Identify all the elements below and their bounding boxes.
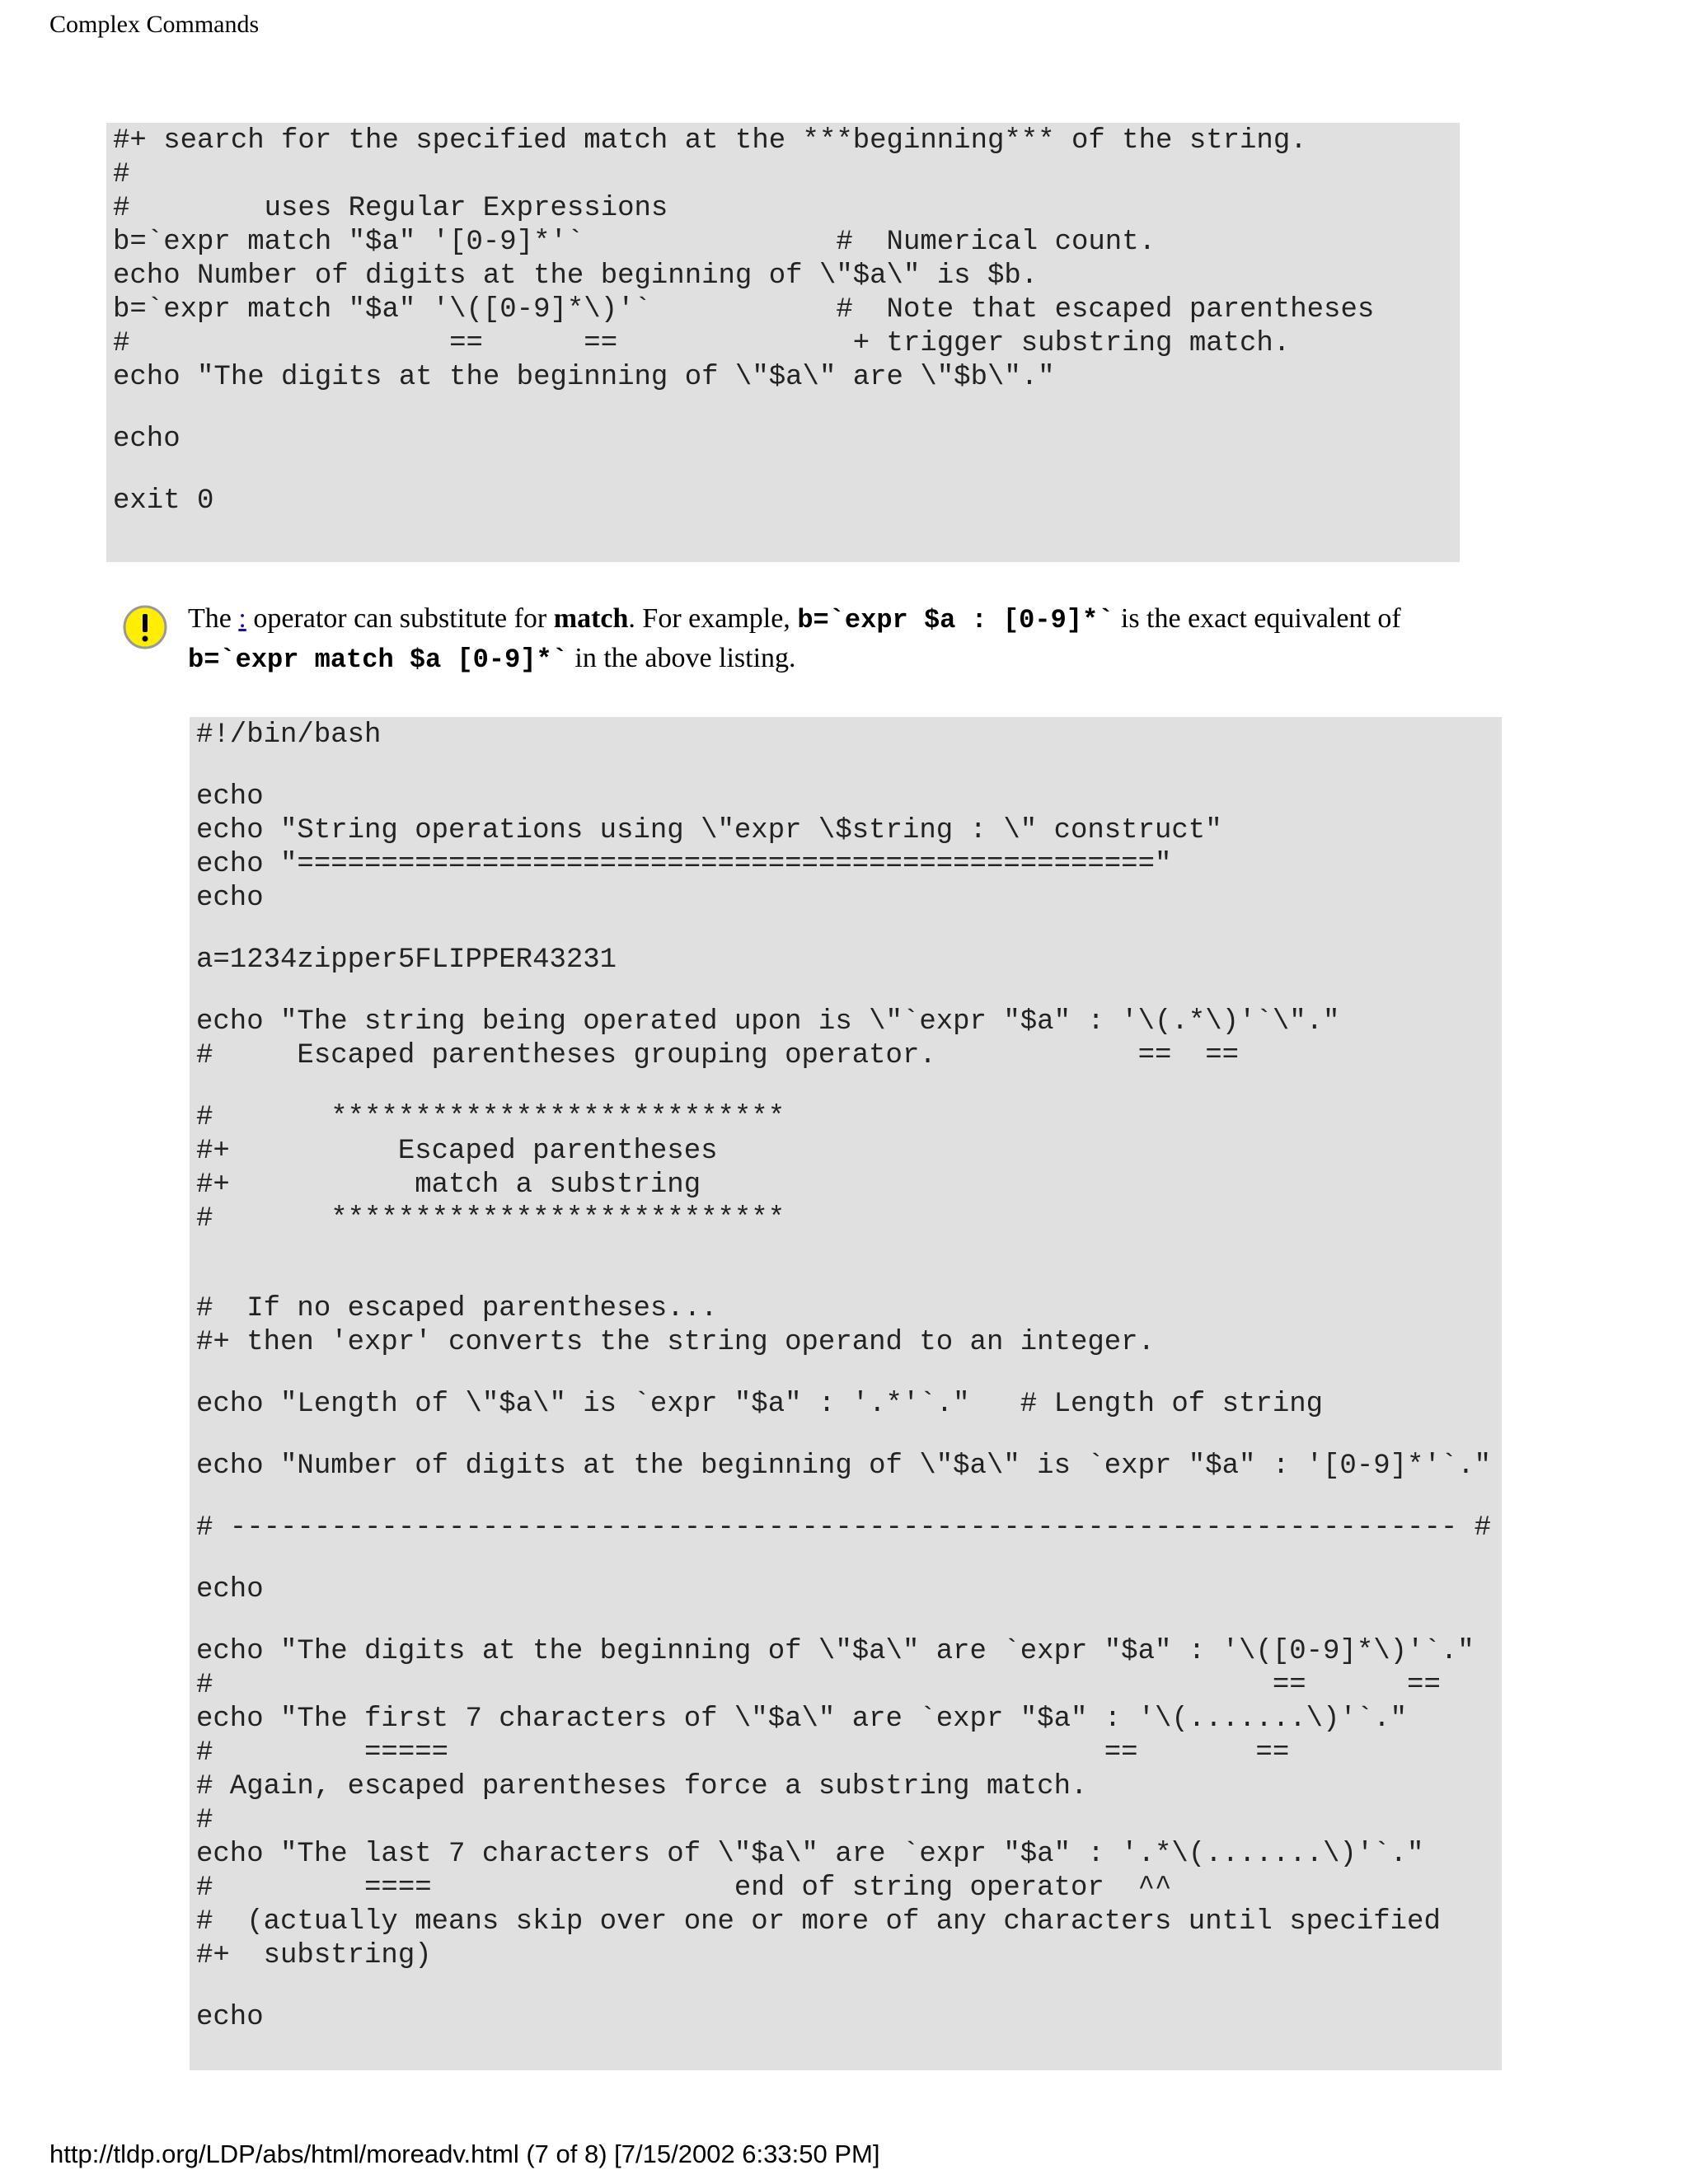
code-line: #+ match a substring (196, 1169, 701, 1201)
code-line: #+ Escaped parentheses (196, 1136, 718, 1167)
code-blank-line (113, 457, 1460, 485)
note-text: The : operator can substitute for match. For example, b=`expr $a : [0-9]*` is the exact equivalent of b=`expr match $a [0-9]*` in the above listing. (188, 603, 1401, 675)
code-line: echo "The string being operated upon is \"`expr "$a" : '\(.*\)'`\"." (196, 1006, 1340, 1038)
code-line: # (113, 159, 130, 190)
code-blank-line (113, 395, 1460, 423)
code-line: echo "The digits at the beginning of \"$a\" are `expr "$a" : '\([0-9]*\)'`." (196, 1636, 1475, 1667)
exclamation-warning-icon (122, 604, 168, 650)
code-blank-line (196, 916, 1502, 944)
code-line: # ------------------------------------------------------------------------- # (196, 1512, 1492, 1544)
inline-code-match-form: b=`expr match $a [0-9]*` (188, 644, 568, 675)
code-line: # *************************** (196, 1203, 785, 1235)
code-line: #+ substring) (196, 1940, 432, 1971)
code-listing-top (106, 123, 1460, 562)
code-line: # == == + trigger substring match. (113, 328, 1291, 359)
page-header: Complex Commands (49, 11, 260, 38)
code-line: # ===== == == (196, 1737, 1290, 1769)
colon-operator-link[interactable]: : (238, 603, 246, 634)
inline-code-colon-form: b=`expr $a : [0-9]*` (797, 605, 1114, 635)
code-blank-line (196, 1264, 1502, 1292)
code-line: echo "The digits at the beginning of \"$a\" are \"$b\"." (113, 362, 1055, 393)
match-keyword: match (553, 603, 629, 634)
code-blank-line (196, 1422, 1502, 1450)
code-line: # uses Regular Expressions (113, 193, 668, 224)
code-line: # (196, 1805, 213, 1836)
code-line: echo "The first 7 characters of \"$a\" are `expr "$a" : '\(.......\)'`." (196, 1704, 1408, 1735)
code-blank-line (196, 1073, 1502, 1101)
code-line: b=`expr match "$a" '[0-9]*'` # Numerical count. (113, 227, 1156, 258)
code-line: echo (196, 883, 264, 914)
code-line: # ==== end of string operator ^^ (196, 1872, 1172, 1904)
code-line: echo "The last 7 characters of \"$a\" are `expr "$a" : '.*\(.......\)'`." (196, 1839, 1424, 1870)
code-line: #+ search for the specified match at the ***beginning*** of the string. (113, 125, 1307, 157)
code-line: #!/bin/bash (196, 719, 382, 751)
page-footer-url: http://tldp.org/LDP/abs/html/moreadv.html (7 of 8) [7/15/2002 6:33:50 PM] (49, 2139, 880, 2168)
code-blank-line (196, 752, 1502, 780)
code-line: # *************************** (196, 1102, 785, 1133)
code-line: exit 0 (113, 485, 214, 517)
code-line: b=`expr match "$a" '\([0-9]*\)'` # Note that escaped parentheses (113, 294, 1375, 326)
code-line: echo "Length of \"$a\" is `expr "$a" : '.*'`." # Length of string (196, 1389, 1324, 1420)
code-line: echo (196, 1574, 264, 1605)
code-line: # If no escaped parentheses... (196, 1293, 718, 1324)
code-line: echo (113, 424, 181, 455)
code-line: #+ then 'expr' converts the string operand to an integer. (196, 1327, 1155, 1358)
code-blank-line (196, 1973, 1502, 2001)
code-blank-line (196, 1607, 1502, 1635)
code-line: echo "String operations using \"expr \$string : \" construct" (196, 815, 1222, 846)
code-line: # == == (196, 1670, 1441, 1701)
code-blank-line (196, 1483, 1502, 1511)
code-line: echo "===================================================" (196, 849, 1172, 880)
code-line: # Again, escaped parentheses force a substring match. (196, 1771, 1088, 1802)
code-blank-line (196, 1360, 1502, 1388)
code-line: echo (196, 781, 264, 813)
code-blank-line (196, 1236, 1502, 1264)
code-blank-line (196, 1545, 1502, 1573)
code-line: a=1234zipper5FLIPPER43231 (196, 944, 617, 976)
code-line: echo (196, 2002, 264, 2033)
code-line: echo Number of digits at the beginning of \"$a\" is $b. (113, 260, 1039, 292)
code-blank-line (196, 977, 1502, 1005)
code-line: # Escaped parentheses grouping operator. == == (196, 1040, 1240, 1071)
code-line: # (actually means skip over one or more of any characters until specified (196, 1906, 1441, 1938)
code-line: echo "Number of digits at the beginning of \"$a\" is `expr "$a" : '[0-9]*'`." (196, 1451, 1492, 1482)
code-listing-bottom (190, 717, 1502, 2070)
